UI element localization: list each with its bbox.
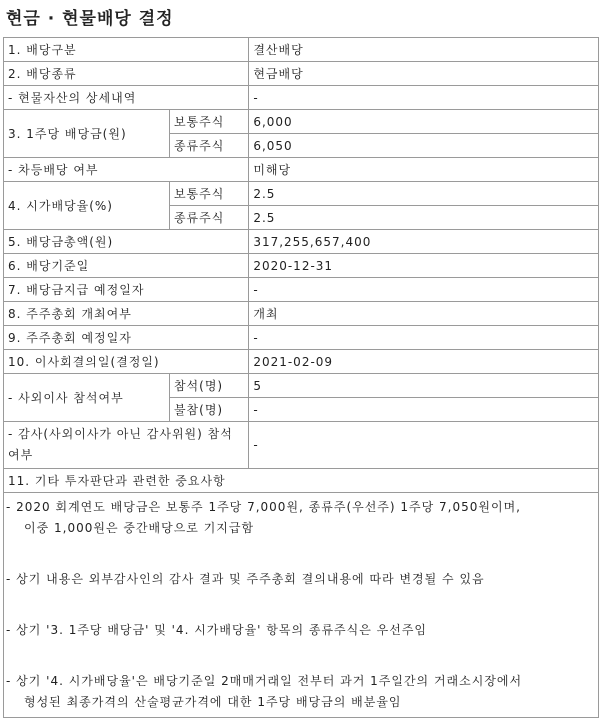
row-label: 8. 주주총회 개최여부 bbox=[4, 302, 249, 326]
note-line: - 상기 '3. 1주당 배당금' 및 '4. 시가배당율' 항목의 종류주식은 우선주임 bbox=[6, 623, 428, 637]
table-row bbox=[4, 493, 599, 718]
row-label: 3. 1주당 배당금(원) bbox=[4, 110, 170, 158]
table-row bbox=[4, 326, 599, 350]
table-row bbox=[4, 86, 599, 110]
note-line: 이중 1,000원은 중간배당으로 기지급함 bbox=[24, 521, 255, 535]
row-label: - 사외이사 참석여부 bbox=[4, 374, 170, 422]
row-value: 2020-12-31 bbox=[249, 254, 599, 278]
row-label: - 감사(사외이사가 아닌 감사위원) 참석여부 bbox=[4, 422, 249, 469]
row-value: 6,050 bbox=[249, 134, 599, 158]
table-row bbox=[4, 254, 599, 278]
row-value: 6,000 bbox=[249, 110, 599, 134]
row-label: 11. 기타 투자판단과 관련한 중요사항 bbox=[4, 469, 599, 493]
row-value: - bbox=[249, 422, 599, 469]
row-value: 결산배당 bbox=[249, 38, 599, 62]
note-line: - 2020 회계연도 배당금은 보통주 1주당 7,000원, 종류주(우선주) 1주당 7,050원이며, bbox=[6, 500, 521, 514]
row-sublabel: 보통주식 bbox=[169, 110, 248, 134]
table-row bbox=[4, 230, 599, 254]
row-label: - 차등배당 여부 bbox=[4, 158, 249, 182]
row-sublabel: 종류주식 bbox=[169, 134, 248, 158]
table-row bbox=[4, 38, 599, 62]
row-value: - bbox=[249, 326, 599, 350]
row-value: 5 bbox=[249, 374, 599, 398]
note-line: - 상기 '4. 시가배당율'은 배당기준일 2매매거래일 전부터 과거 1주일간의 거래소시장에서 bbox=[6, 674, 523, 688]
row-label: 9. 주주총회 예정일자 bbox=[4, 326, 249, 350]
table-row bbox=[4, 469, 599, 493]
row-value: 2.5 bbox=[249, 182, 599, 206]
row-value: 미해당 bbox=[249, 158, 599, 182]
row-value: - bbox=[249, 86, 599, 110]
row-value: - bbox=[249, 398, 599, 422]
row-value: 317,255,657,400 bbox=[249, 230, 599, 254]
row-value: - bbox=[249, 278, 599, 302]
note-line: - 상기 내용은 외부감사인의 감사 결과 및 주주총회 결의내용에 따라 변경될 수 있음 bbox=[6, 572, 485, 586]
table-row bbox=[4, 422, 599, 469]
dividend-table bbox=[3, 37, 599, 718]
table-row bbox=[4, 350, 599, 374]
row-label: 10. 이사회결의일(결정일) bbox=[4, 350, 249, 374]
row-sublabel: 참석(명) bbox=[169, 374, 248, 398]
table-row bbox=[4, 158, 599, 182]
notes-cell bbox=[4, 493, 599, 718]
note-line: 형성된 최종가격의 산술평균가격에 대한 1주당 배당금의 배분율임 bbox=[24, 695, 402, 709]
row-label: 5. 배당금총액(원) bbox=[4, 230, 249, 254]
row-sublabel: 불참(명) bbox=[169, 398, 248, 422]
row-label: 2. 배당종류 bbox=[4, 62, 249, 86]
row-label: 4. 시가배당율(%) bbox=[4, 182, 170, 230]
page-title: 현금 · 현물배당 결정 bbox=[6, 9, 174, 29]
table-row bbox=[4, 182, 599, 206]
row-sublabel: 보통주식 bbox=[169, 182, 248, 206]
row-value: 현금배당 bbox=[249, 62, 599, 86]
row-sublabel: 종류주식 bbox=[169, 206, 248, 230]
table-row bbox=[4, 278, 599, 302]
table-row bbox=[4, 62, 599, 86]
table-row bbox=[4, 110, 599, 134]
row-label: 1. 배당구분 bbox=[4, 38, 249, 62]
row-label: - 현물자산의 상세내역 bbox=[4, 86, 249, 110]
table-row bbox=[4, 302, 599, 326]
table-row bbox=[4, 374, 599, 398]
row-value: 2.5 bbox=[249, 206, 599, 230]
row-label: 7. 배당금지급 예정일자 bbox=[4, 278, 249, 302]
row-value: 개최 bbox=[249, 302, 599, 326]
row-value: 2021-02-09 bbox=[249, 350, 599, 374]
row-label: 6. 배당기준일 bbox=[4, 254, 249, 278]
